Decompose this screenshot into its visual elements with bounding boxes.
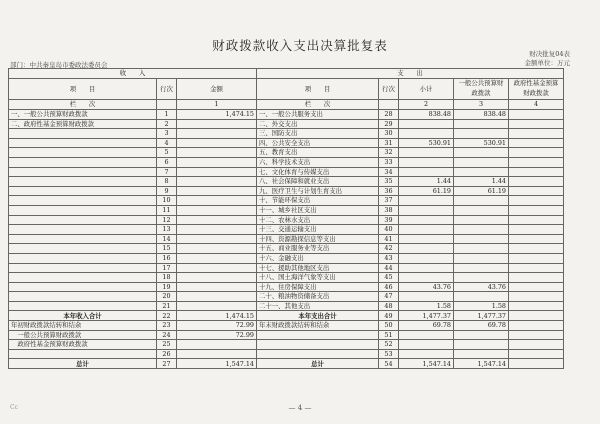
table-row bbox=[9, 205, 564, 215]
expense-subtotal bbox=[399, 273, 454, 283]
expense-gfb bbox=[509, 301, 564, 311]
table-row bbox=[9, 177, 564, 187]
income-amount bbox=[177, 244, 257, 254]
table-row bbox=[9, 349, 564, 359]
income-item bbox=[9, 225, 157, 235]
income-row-no: 6 bbox=[157, 157, 177, 167]
expense-subtotal bbox=[399, 196, 454, 206]
expense-subtotal: 1,477.37 bbox=[399, 311, 454, 321]
income-row-no: 2 bbox=[157, 119, 177, 129]
expense-gfb bbox=[509, 215, 564, 225]
expense-gpb bbox=[454, 244, 509, 254]
income-row-no: 7 bbox=[157, 167, 177, 177]
expense-gfb bbox=[509, 196, 564, 206]
income-row-no: 15 bbox=[157, 244, 177, 254]
expense-gfb bbox=[509, 157, 564, 167]
income-row-no: 16 bbox=[157, 253, 177, 263]
expense-gpb bbox=[454, 340, 509, 350]
expense-gpb bbox=[454, 234, 509, 244]
income-amount bbox=[177, 148, 257, 158]
expense-row-no: 31 bbox=[379, 138, 399, 148]
income-row-no: 14 bbox=[157, 234, 177, 244]
expense-gpb bbox=[454, 225, 509, 235]
expense-row-no: 48 bbox=[379, 301, 399, 311]
expense-gpb bbox=[454, 273, 509, 283]
expense-subtotal bbox=[399, 119, 454, 129]
expense-gfb bbox=[509, 225, 564, 235]
income-item bbox=[9, 349, 157, 359]
expense-gpb bbox=[454, 292, 509, 302]
expense-gpb: 1.58 bbox=[454, 301, 509, 311]
expense-row-no: 29 bbox=[379, 119, 399, 129]
expense-item: 十四、资源勘探信息等支出 bbox=[257, 234, 379, 244]
income-row-no: 25 bbox=[157, 340, 177, 350]
expense-item: 三、国防支出 bbox=[257, 129, 379, 139]
expense-item: 一、一般公共服务支出 bbox=[257, 110, 379, 120]
expense-row-no: 34 bbox=[379, 167, 399, 177]
expense-gpb bbox=[454, 205, 509, 215]
gpb-header: 一般公共预算财政拨款 bbox=[454, 79, 509, 100]
income-row-no-header: 行次 bbox=[157, 79, 177, 100]
income-amount-header: 金额 bbox=[177, 79, 257, 100]
expense-row-no: 35 bbox=[379, 177, 399, 187]
expense-gfb bbox=[509, 253, 564, 263]
table-row bbox=[9, 234, 564, 244]
income-row-no: 5 bbox=[157, 148, 177, 158]
page-title: 财政拨款收入支出决算批复表 bbox=[212, 38, 388, 53]
expense-gfb bbox=[509, 349, 564, 359]
table-row bbox=[9, 119, 564, 129]
col-num-3: 3 bbox=[454, 100, 509, 110]
table-row bbox=[9, 129, 564, 139]
income-amount bbox=[177, 138, 257, 148]
income-amount: 72.99 bbox=[177, 330, 257, 340]
expense-col-empty bbox=[379, 100, 399, 110]
expense-row-no: 38 bbox=[379, 205, 399, 215]
table-row bbox=[9, 215, 564, 225]
expense-gpb: 43.76 bbox=[454, 282, 509, 292]
income-row-no: 24 bbox=[157, 330, 177, 340]
expense-row-no: 41 bbox=[379, 234, 399, 244]
expense-subtotal: 1.44 bbox=[399, 177, 454, 187]
income-col-empty bbox=[157, 100, 177, 110]
expense-item: 二、外交支出 bbox=[257, 119, 379, 129]
expense-gfb bbox=[509, 273, 564, 283]
expense-gfb bbox=[509, 330, 564, 340]
income-amount bbox=[177, 349, 257, 359]
income-amount bbox=[177, 225, 257, 235]
income-row-no: 11 bbox=[157, 205, 177, 215]
expense-gfb bbox=[509, 148, 564, 158]
appropriation-table bbox=[8, 68, 564, 369]
expense-gpb bbox=[454, 253, 509, 263]
expense-gpb: 61.19 bbox=[454, 186, 509, 196]
expense-subtotal: 43.76 bbox=[399, 282, 454, 292]
income-item: 一、一般公共预算财政拨款 bbox=[9, 110, 157, 120]
expense-gfb bbox=[509, 263, 564, 273]
income-amount bbox=[177, 196, 257, 206]
table-row bbox=[9, 138, 564, 148]
table-row bbox=[9, 148, 564, 158]
income-item: 总计 bbox=[9, 359, 157, 369]
expense-gpb: 530.91 bbox=[454, 138, 509, 148]
income-item bbox=[9, 301, 157, 311]
income-amount: 1,474.15 bbox=[177, 110, 257, 120]
expense-gfb bbox=[509, 234, 564, 244]
col-num-2: 2 bbox=[399, 100, 454, 110]
table-row bbox=[9, 110, 564, 120]
expense-gfb bbox=[509, 167, 564, 177]
income-row-no: 3 bbox=[157, 129, 177, 139]
expense-item: 十六、金融支出 bbox=[257, 253, 379, 263]
expense-row-no: 44 bbox=[379, 263, 399, 273]
table-row bbox=[9, 244, 564, 254]
table-row bbox=[9, 167, 564, 177]
expense-subtotal bbox=[399, 157, 454, 167]
income-item bbox=[9, 129, 157, 139]
expense-subtotal bbox=[399, 205, 454, 215]
expense-subtotal bbox=[399, 129, 454, 139]
expense-subtotal bbox=[399, 292, 454, 302]
income-amount bbox=[177, 292, 257, 302]
expense-row-no: 52 bbox=[379, 340, 399, 350]
expense-item: 十九、住房保障支出 bbox=[257, 282, 379, 292]
expense-gfb bbox=[509, 359, 564, 369]
expense-row-no: 51 bbox=[379, 330, 399, 340]
income-item bbox=[9, 253, 157, 263]
table-row bbox=[9, 359, 564, 369]
expense-gpb bbox=[454, 215, 509, 225]
expense-subtotal: 1,547.14 bbox=[399, 359, 454, 369]
table-row bbox=[9, 196, 564, 206]
expense-item: 二十一、其他支出 bbox=[257, 301, 379, 311]
expense-gpb: 69.78 bbox=[454, 321, 509, 331]
income-item: 一般公共预算财政拨款 bbox=[9, 330, 157, 340]
table-row bbox=[9, 186, 564, 196]
expense-gfb bbox=[509, 282, 564, 292]
expense-gpb bbox=[454, 119, 509, 129]
expense-subtotal bbox=[399, 253, 454, 263]
expense-gfb bbox=[509, 177, 564, 187]
department-label: 部门：中共秦皇岛市委政法委员会 bbox=[10, 61, 108, 69]
income-item bbox=[9, 244, 157, 254]
expense-item: 十七、援助其他地区支出 bbox=[257, 263, 379, 273]
form-code: 财决批复04表 bbox=[529, 50, 570, 58]
expense-item: 年末财政拨款结转和结余 bbox=[257, 321, 379, 331]
income-item: 政府性基金预算财政拨款 bbox=[9, 340, 157, 350]
income-item bbox=[9, 138, 157, 148]
expense-subtotal bbox=[399, 263, 454, 273]
expense-gpb bbox=[454, 167, 509, 177]
income-item bbox=[9, 215, 157, 225]
income-row-no: 20 bbox=[157, 292, 177, 302]
table-row bbox=[9, 282, 564, 292]
income-row-no: 4 bbox=[157, 138, 177, 148]
expense-row-no: 36 bbox=[379, 186, 399, 196]
income-item-header: 项 目 bbox=[9, 79, 157, 100]
expense-gfb bbox=[509, 119, 564, 129]
expense-item: 四、公共安全支出 bbox=[257, 138, 379, 148]
income-amount: 72.99 bbox=[177, 321, 257, 331]
table-row bbox=[9, 330, 564, 340]
income-amount bbox=[177, 119, 257, 129]
income-row-no: 23 bbox=[157, 321, 177, 331]
expense-row-no: 40 bbox=[379, 225, 399, 235]
expense-gpb: 1,547.14 bbox=[454, 359, 509, 369]
expense-subtotal bbox=[399, 340, 454, 350]
expense-row-no: 53 bbox=[379, 349, 399, 359]
expense-row-no: 42 bbox=[379, 244, 399, 254]
expense-row-no: 43 bbox=[379, 253, 399, 263]
expense-item: 十五、商业服务业等支出 bbox=[257, 244, 379, 254]
expense-gpb: 838.48 bbox=[454, 110, 509, 120]
income-amount bbox=[177, 205, 257, 215]
expense-subtotal: 530.91 bbox=[399, 138, 454, 148]
income-item bbox=[9, 148, 157, 158]
expense-item: 十三、交通运输支出 bbox=[257, 225, 379, 235]
expense-row-no: 30 bbox=[379, 129, 399, 139]
amount-unit: 金额单位：万元 bbox=[524, 59, 570, 67]
expense-item bbox=[257, 349, 379, 359]
income-amount bbox=[177, 157, 257, 167]
table-row bbox=[9, 225, 564, 235]
expense-row-no-header: 行次 bbox=[379, 79, 399, 100]
expense-subtotal bbox=[399, 215, 454, 225]
income-row-no: 17 bbox=[157, 263, 177, 273]
expense-gpb: 1.44 bbox=[454, 177, 509, 187]
table-row bbox=[9, 301, 564, 311]
expense-row-no: 54 bbox=[379, 359, 399, 369]
expense-item: 八、社会保障和就业支出 bbox=[257, 177, 379, 187]
expense-row-no: 32 bbox=[379, 148, 399, 158]
expense-gfb bbox=[509, 129, 564, 139]
expense-subtotal bbox=[399, 225, 454, 235]
expense-row-no: 45 bbox=[379, 273, 399, 283]
income-amount bbox=[177, 177, 257, 187]
table-row bbox=[9, 311, 564, 321]
table-row bbox=[9, 157, 564, 167]
table-row bbox=[9, 340, 564, 350]
table-row bbox=[9, 292, 564, 302]
income-amount bbox=[177, 167, 257, 177]
income-amount: 1,547.14 bbox=[177, 359, 257, 369]
income-row-no: 13 bbox=[157, 225, 177, 235]
income-item bbox=[9, 196, 157, 206]
income-row-no: 26 bbox=[157, 349, 177, 359]
income-amount: 1,474.15 bbox=[177, 311, 257, 321]
table-row bbox=[9, 273, 564, 283]
income-item bbox=[9, 263, 157, 273]
income-amount bbox=[177, 282, 257, 292]
expense-item: 五、教育支出 bbox=[257, 148, 379, 158]
income-amount bbox=[177, 340, 257, 350]
expense-subtotal bbox=[399, 167, 454, 177]
expense-gpb bbox=[454, 263, 509, 273]
income-header: 收 入 bbox=[9, 69, 257, 79]
expense-item: 二十、粮油物资储备支出 bbox=[257, 292, 379, 302]
expense-gfb bbox=[509, 311, 564, 321]
income-item bbox=[9, 177, 157, 187]
corner-mark: Cc bbox=[10, 404, 18, 411]
expense-gfb bbox=[509, 340, 564, 350]
expense-col-label: 栏 次 bbox=[257, 100, 379, 110]
expense-item: 六、科学技术支出 bbox=[257, 157, 379, 167]
expense-gpb bbox=[454, 129, 509, 139]
expense-gfb bbox=[509, 110, 564, 120]
income-col-label: 栏 次 bbox=[9, 100, 157, 110]
income-row-no: 22 bbox=[157, 311, 177, 321]
income-row-no: 21 bbox=[157, 301, 177, 311]
expense-item: 十一、城乡社区支出 bbox=[257, 205, 379, 215]
expense-item bbox=[257, 330, 379, 340]
table-row bbox=[9, 253, 564, 263]
expense-gpb bbox=[454, 330, 509, 340]
expense-row-no: 50 bbox=[379, 321, 399, 331]
income-amount bbox=[177, 253, 257, 263]
income-item: 本年收入合计 bbox=[9, 311, 157, 321]
income-row-no: 10 bbox=[157, 196, 177, 206]
expense-item: 十二、农林水支出 bbox=[257, 215, 379, 225]
expense-gfb bbox=[509, 138, 564, 148]
table-row bbox=[9, 321, 564, 331]
expense-row-no: 46 bbox=[379, 282, 399, 292]
expense-gpb bbox=[454, 157, 509, 167]
income-item bbox=[9, 205, 157, 215]
expense-item bbox=[257, 340, 379, 350]
expense-subtotal bbox=[399, 148, 454, 158]
expense-item: 总计 bbox=[257, 359, 379, 369]
income-item bbox=[9, 292, 157, 302]
income-item bbox=[9, 157, 157, 167]
expense-item-header: 项 目 bbox=[257, 79, 379, 100]
expense-row-no: 28 bbox=[379, 110, 399, 120]
income-col-num: 1 bbox=[177, 100, 257, 110]
expense-item: 七、文化体育与传媒支出 bbox=[257, 167, 379, 177]
expense-row-no: 47 bbox=[379, 292, 399, 302]
income-amount bbox=[177, 129, 257, 139]
income-amount bbox=[177, 186, 257, 196]
expense-row-no: 33 bbox=[379, 157, 399, 167]
expense-gfb bbox=[509, 205, 564, 215]
expense-item: 十八、国土海洋气象等支出 bbox=[257, 273, 379, 283]
expense-gpb bbox=[454, 349, 509, 359]
expense-gpb: 1,477.37 bbox=[454, 311, 509, 321]
income-item: 年初财政拨款结转和结余 bbox=[9, 321, 157, 331]
table-row bbox=[9, 263, 564, 273]
expense-gpb bbox=[454, 196, 509, 206]
income-row-no: 19 bbox=[157, 282, 177, 292]
expense-subtotal bbox=[399, 234, 454, 244]
income-row-no: 27 bbox=[157, 359, 177, 369]
income-item: 二、政府性基金预算财政拨款 bbox=[9, 119, 157, 129]
income-item bbox=[9, 186, 157, 196]
expense-item: 十、节能环保支出 bbox=[257, 196, 379, 206]
expense-subtotal: 838.48 bbox=[399, 110, 454, 120]
income-row-no: 8 bbox=[157, 177, 177, 187]
subtotal-header: 小计 bbox=[399, 79, 454, 100]
expense-row-no: 49 bbox=[379, 311, 399, 321]
income-row-no: 18 bbox=[157, 273, 177, 283]
expense-row-no: 37 bbox=[379, 196, 399, 206]
income-item bbox=[9, 282, 157, 292]
income-item bbox=[9, 234, 157, 244]
income-row-no: 9 bbox=[157, 186, 177, 196]
expense-header: 支 出 bbox=[257, 69, 564, 79]
income-item bbox=[9, 167, 157, 177]
income-row-no: 1 bbox=[157, 110, 177, 120]
expense-gpb bbox=[454, 148, 509, 158]
expense-subtotal: 1.58 bbox=[399, 301, 454, 311]
expense-row-no: 39 bbox=[379, 215, 399, 225]
expense-subtotal bbox=[399, 244, 454, 254]
income-amount bbox=[177, 215, 257, 225]
expense-subtotal bbox=[399, 330, 454, 340]
expense-item: 本年支出合计 bbox=[257, 311, 379, 321]
income-amount bbox=[177, 234, 257, 244]
col-num-4: 4 bbox=[509, 100, 564, 110]
income-amount bbox=[177, 301, 257, 311]
income-amount bbox=[177, 273, 257, 283]
expense-subtotal bbox=[399, 349, 454, 359]
page-number: — 4 — bbox=[288, 404, 312, 412]
expense-gfb bbox=[509, 321, 564, 331]
expense-gfb bbox=[509, 292, 564, 302]
income-row-no: 12 bbox=[157, 215, 177, 225]
income-amount bbox=[177, 263, 257, 273]
income-item bbox=[9, 273, 157, 283]
expense-gfb bbox=[509, 186, 564, 196]
expense-subtotal: 61.19 bbox=[399, 186, 454, 196]
gfb-header: 政府性基金预算财政拨款 bbox=[509, 79, 564, 100]
expense-subtotal: 69.78 bbox=[399, 321, 454, 331]
expense-item: 九、医疗卫生与计划生育支出 bbox=[257, 186, 379, 196]
expense-gfb bbox=[509, 244, 564, 254]
